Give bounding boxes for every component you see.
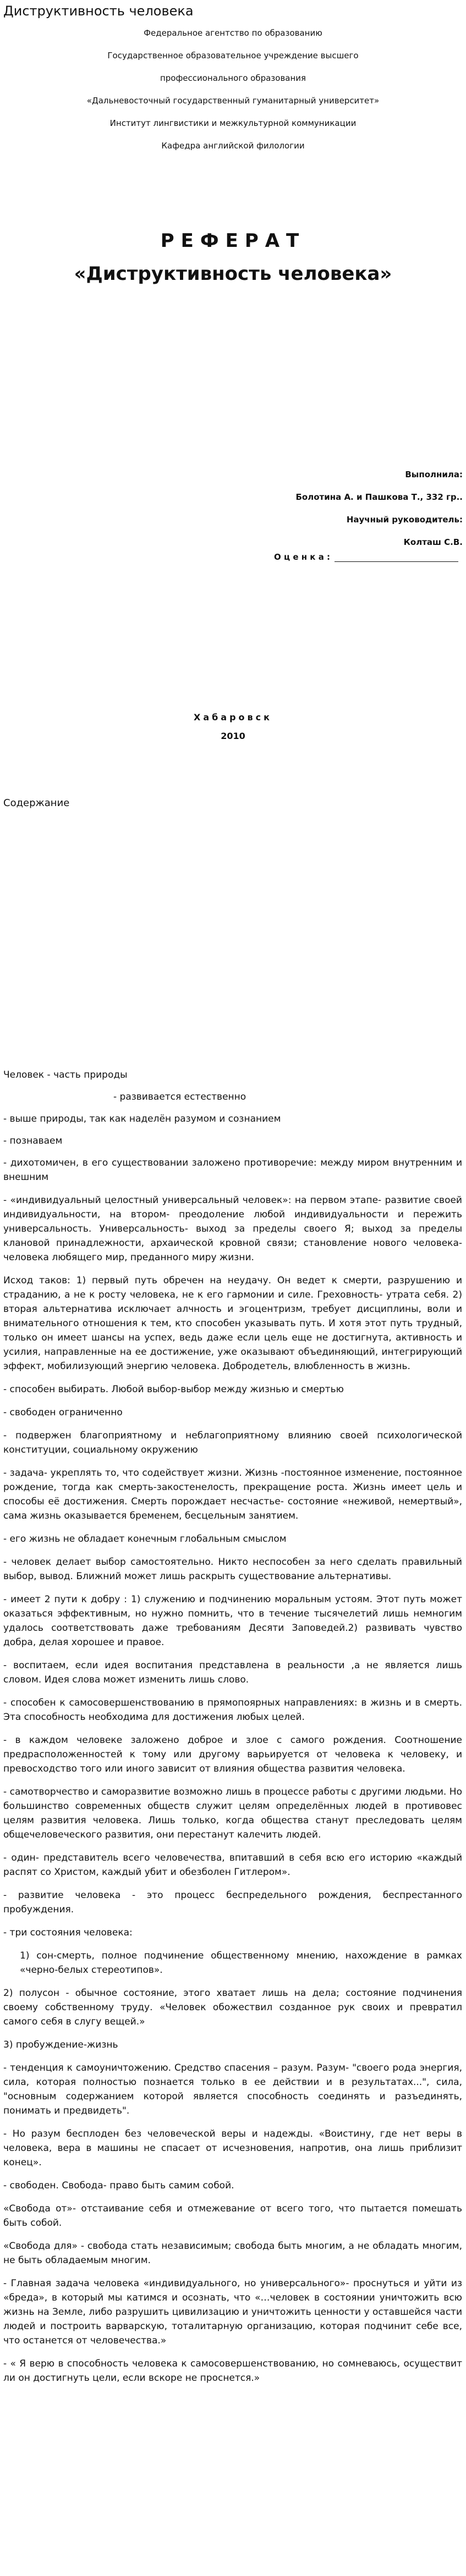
paragraph: - Главная задача человека «индивидуального, но универсального»- проснуться и уйти из «бреда», в который мы катимся и осознать, что «…человек в состоянии уничтожить всю жизнь на Земле, либо разрушить цивилизацию и уничтожить ценности у оставшейся части людей и построить варварскую, тоталитарную организацию, которая подчинит себе все, что останется от человечества.» — [3, 2278, 462, 2346]
paragraph: - в каждом человеке заложено доброе и злое с самого рождения. Соотношение предрасположенностей к тому или другому варьируется от человека к человеку, и превосходство того или иного зависит от влияния общества развития человека. — [3, 1735, 462, 1774]
paragraph: - выше природы, так как наделён разумом и сознанием — [3, 1113, 281, 1124]
signers-block — [296, 464, 463, 554]
paragraph: - развитие человека - это процесс беспредельного рождения, беспрестанного пробуждения. — [3, 1890, 462, 1915]
grade-blank — [335, 553, 458, 562]
paragraph: - его жизнь не обладает конечным глобальным смыслом — [3, 1534, 287, 1545]
signer-line: Выполнила: — [405, 470, 463, 479]
paragraph: - способен выбирать. Любой выбор-выбор между жизнью и смертью — [3, 1384, 344, 1395]
city: Хабаровск — [193, 712, 272, 722]
institution-header — [0, 22, 466, 157]
paragraph: - «индивидуальный целостный универсальный человек»: на первом этапе- развитие своей индивидуальности, на втором- преодоление любой индивидуальности и пережить универсальность. Универсальность- выход за пределы своего Я; выход за пределы клановой принадлежности, архаической кровной связи; становление нового человека-человека любящего мир, преданного миру жизни. — [3, 1195, 462, 1263]
paragraph: 3) пробуждение-жизнь — [3, 2039, 118, 2050]
header-line: Кафедра английской филологии — [161, 141, 305, 151]
paragraph: - подвержен благоприятному и неблагоприятному влиянию своей психологической конституции, социальному окружению — [3, 1430, 462, 1455]
paragraph: - познаваем — [3, 1135, 63, 1146]
paragraph: «Свобода от»- отстаивание себя и отмежевание от всего того, что пытается помешать быть собой. — [3, 2203, 462, 2229]
paragraph: - « Я верю в способность человека к самосовершенствованию, но сомневаюсь, осуществит ли он достигнуть цели, если вскоре не проснется.» — [3, 2358, 462, 2384]
paragraph: - тенденция к самоуничтожению. Средство спасения – разум. Разум- "своего рода энергия, сила, которая полностью познается только в ее действии и в результатах...", сила, "основным содержанием которой является способность соединять и разъединять, понимать и предвидеть". — [3, 2062, 462, 2116]
year: 2010 — [221, 731, 245, 741]
header-line: профессионального образования — [160, 73, 306, 83]
document-title: Диструктивность человека — [3, 3, 194, 19]
header-line: «Дальневосточный государственный гуманитарный университет» — [86, 96, 380, 106]
paragraph: 1) сон-смерть, полное подчинение общественному мнению, нахождение в рамках «черно-белых стереотипов». — [20, 1950, 462, 1976]
table-of-contents-heading: Содержание — [3, 797, 70, 809]
document-body — [3, 1068, 462, 2394]
paragraph: - развивается естественно — [113, 1091, 246, 1102]
paragraph: «Свобода для» - свобода стать независимым; свобода быть многим, а не обладать многим, не быть обладаемым многим. — [3, 2241, 462, 2266]
paragraph: - воспитаем, если идея воспитания представлена в реальности ,а не является лишь словом. Идея слова может изменить лишь слово. — [3, 1660, 462, 1685]
paragraph: - один- представитель всего человечества, впитавший в себя всю его историю «каждый распят со Христом, каждый убит и обезболен Гитлером». — [3, 1852, 462, 1878]
paragraph: - дихотомичен, в его существовании заложено противоречие: между миром внутренним и внешним — [3, 1157, 462, 1183]
paragraph: 2) полусон - обычное состояние, этого хватает лишь на дела; состояние подчинения своему собственному труду. «Человек обожествил созданное рук своих и превратил самого себя в слугу вещей.» — [3, 1988, 462, 2027]
header-line: Государственное образовательное учреждение высшего — [107, 51, 359, 60]
grade-line — [274, 552, 458, 562]
paragraph: - имеет 2 пути к добру : 1) служению и подчинению моральным устоям. Этот путь может оказаться эффективным, но нужно помнить, что в течение тысячелетий лишь немногим удалось соответствовать даже требованиям Десяти Заповедей.2) развивать чувство добра, делая хорошее и правое. — [3, 1594, 462, 1648]
referat-heading: РЕФЕРАТ — [160, 230, 306, 252]
paragraph: - свободен ограниченно — [3, 1407, 123, 1418]
paragraph: - свободен. Свобода- право быть самим собой. — [3, 2180, 234, 2191]
header-line: Федеральное агентство по образованию — [144, 28, 322, 38]
topic-heading: «Диструктивность человека» — [74, 263, 392, 285]
paragraph: - три состояния человека: — [3, 1927, 133, 1938]
signer-line: Колташ С.В. — [403, 537, 463, 547]
header-line: Институт лингвистики и межкультурной коммуникации — [109, 118, 357, 128]
grade-label: О ц е н к а : — [274, 552, 331, 562]
paragraph: - способен к самосовершенствованию в прямопоярных направлениях: в жизнь и в смерть. Эта способность необходима для достижения любых целей. — [3, 1697, 462, 1723]
signer-line: Научный руководитель: — [346, 515, 463, 525]
paragraph: - самотворчество и саморазвитие возможно лишь в процессе работы с другими людьми. Но большинство современных обществ служит целям определённых людей в противовес целям развития человека. Лишь только, когда общества станут преследовать целям общечеловеческого развития, они перестанут калечить людей. — [3, 1786, 462, 1840]
paragraph: - человек делает выбор самостоятельно. Никто неспособен за него сделать правильный выбор, вывод. Ближний может лишь раскрыть существование альтернативы. — [3, 1557, 462, 1582]
paragraph: Человек - часть природы — [3, 1069, 128, 1080]
paragraph: - Но разум бесплоден без человеческой веры и надежды. «Воистину, где нет веры в человека, вера в машины не спасает от исчезновения, напротив, она лишь приблизит конец». — [3, 2128, 462, 2168]
signer-line: Болотина А. и Пашкова Т., 332 гр.. — [295, 492, 463, 502]
paragraph: Исход таков: 1) первый путь обречен на неудачу. Он ведет к смерти, разрушению и страданию, а не к росту человека, не к его гармонии и силе. Греховность- утрата себя. 2) вторая альтернатива исключает алчность и эгоцентризм, требует дисциплины, воли и внимательного отношения к тем, кто способен указывать путь. И хотя этот путь трудный, только он имеет шансы на успех, ведь даже если цель еще не достигнута, активность и усилия, направленные на ее достижение, уже оказывают объединяющий, интегрирующий эффект, мобилизующий энергию человека. Добродетель, влюбленность в жизнь. — [3, 1275, 462, 1372]
paragraph: - задача- укреплять то, что содействует жизни. Жизнь -постоянное изменение, постоянное рождение, тогда как смерть-закостенелость, прекращение роста. Жизнь имеет цель и способы её достижения. Смерть порождает несчастье- состояние «неживой, немертвый», сама жизнь оказывается бременем, бесцельным занятием. — [3, 1468, 462, 1521]
